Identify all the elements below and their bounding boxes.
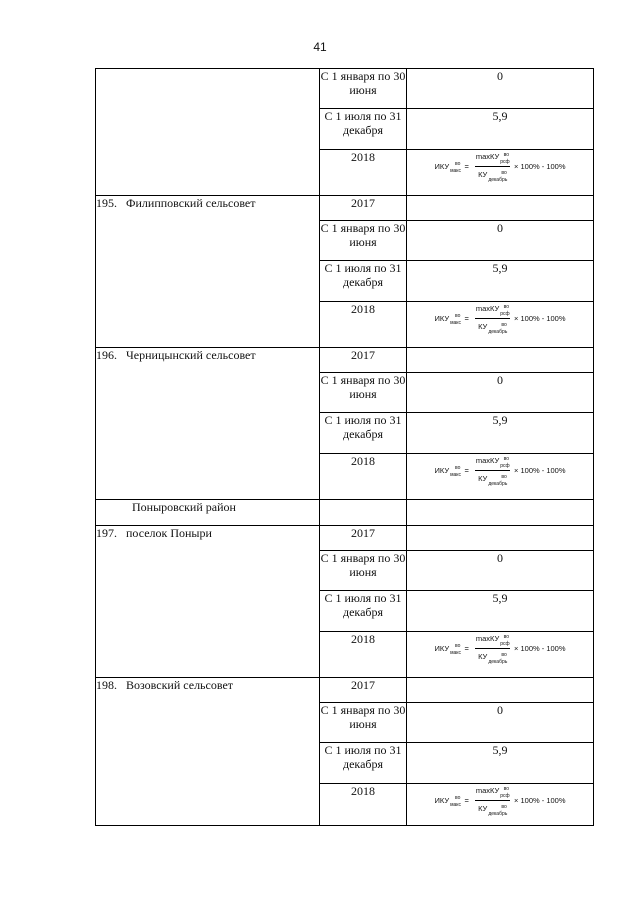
formula-denominator-superscript: во xyxy=(501,170,507,176)
formula-numerator-subscript: рсф xyxy=(500,311,510,317)
formula-lhs xyxy=(434,464,460,478)
formula-denominator-symbol: КУ xyxy=(478,804,488,813)
formula-equals: = xyxy=(464,795,469,805)
formula-multiplier: × 100% - 100% xyxy=(514,795,566,805)
entry-number: 196. xyxy=(96,348,117,362)
formula-fraction xyxy=(475,454,510,487)
value-cell: 0 xyxy=(407,221,594,261)
formula-lhs xyxy=(434,794,460,808)
formula-denominator-symbol: КУ xyxy=(478,322,488,331)
formula-cell xyxy=(407,150,594,196)
value-cell: 5,9 xyxy=(407,743,594,784)
formula-denominator xyxy=(478,167,507,183)
value-cell: 5,9 xyxy=(407,109,594,150)
formula-numerator-symbol: maxКУ xyxy=(475,152,500,161)
formula-fraction xyxy=(475,784,510,817)
formula-numerator-symbol: maxКУ xyxy=(475,634,500,643)
period-cell: С 1 июля по 31 декабря xyxy=(320,743,407,784)
formula-lhs-superscript: во xyxy=(455,642,461,649)
formula-lhs-subscript: макс xyxy=(450,801,462,808)
tariff-table xyxy=(95,68,594,826)
entry-name: Черницынский сельсовет xyxy=(126,348,256,362)
formula-numerator xyxy=(475,302,510,319)
tariff-formula xyxy=(407,454,593,487)
formula-denominator-superscript: во xyxy=(501,804,507,810)
formula-cell xyxy=(407,632,594,678)
formula-equals: = xyxy=(464,313,469,323)
formula-numerator-subscript: рсф xyxy=(500,641,510,647)
entry-name-cell xyxy=(96,196,320,348)
formula-numerator-symbol: maxКУ xyxy=(475,304,500,313)
district-header: Поныровский район xyxy=(96,500,320,526)
entry-number: 197. xyxy=(96,526,117,540)
period-cell: 2018 xyxy=(320,302,407,348)
tariff-formula xyxy=(407,784,593,817)
formula-denominator xyxy=(478,649,507,665)
value-cell xyxy=(407,348,594,373)
formula-numerator-superscript: во xyxy=(503,304,510,310)
year-cell: 2017 xyxy=(320,526,407,551)
formula-denominator xyxy=(478,801,507,817)
entry-number: 195. xyxy=(96,196,117,210)
formula-numerator xyxy=(475,632,510,649)
formula-numerator-superscript: во xyxy=(503,152,510,158)
table-row xyxy=(96,69,594,109)
formula-numerator-symbol: maxКУ xyxy=(475,786,500,795)
page-number: 41 xyxy=(313,40,327,54)
table-row xyxy=(96,500,594,526)
entry-name: Филипповский сельсовет xyxy=(126,196,256,210)
formula-denominator-superscript: во xyxy=(501,474,507,480)
table-row xyxy=(96,348,594,373)
formula-lhs-symbol: ИКУ xyxy=(434,313,450,323)
period-cell: С 1 января по 30 июня xyxy=(320,69,407,109)
formula-cell xyxy=(407,302,594,348)
value-cell xyxy=(407,196,594,221)
formula-denominator-subscript: декабрь xyxy=(488,659,508,665)
period-cell: 2018 xyxy=(320,784,407,826)
formula-numerator xyxy=(475,784,510,801)
formula-denominator-superscript: во xyxy=(501,652,507,658)
formula-denominator-subscript: декабрь xyxy=(488,177,508,183)
formula-lhs-superscript: во xyxy=(455,794,461,801)
formula-denominator-symbol: КУ xyxy=(478,474,488,483)
value-cell xyxy=(407,678,594,703)
period-cell: С 1 июля по 31 декабря xyxy=(320,261,407,302)
year-cell: 2017 xyxy=(320,196,407,221)
tariff-formula xyxy=(407,150,593,183)
formula-lhs-subscript: макс xyxy=(450,649,462,656)
value-cell: 0 xyxy=(407,69,594,109)
formula-numerator-superscript: во xyxy=(503,634,510,640)
period-cell: С 1 января по 30 июня xyxy=(320,373,407,413)
formula-lhs-symbol: ИКУ xyxy=(434,795,450,805)
entry-name: Возовский сельсовет xyxy=(126,678,234,692)
formula-lhs-symbol: ИКУ xyxy=(434,161,450,171)
formula-denominator-superscript: во xyxy=(501,322,507,328)
entry-name: поселок Поныри xyxy=(126,526,212,540)
entry-name-cell xyxy=(96,69,320,196)
value-cell: 5,9 xyxy=(407,261,594,302)
period-cell: 2018 xyxy=(320,632,407,678)
formula-multiplier: × 100% - 100% xyxy=(514,313,566,323)
period-cell: С 1 июля по 31 декабря xyxy=(320,109,407,150)
period-cell: С 1 января по 30 июня xyxy=(320,551,407,591)
formula-lhs-symbol: ИКУ xyxy=(434,465,450,475)
value-cell: 5,9 xyxy=(407,591,594,632)
formula-fraction xyxy=(475,150,510,183)
formula-equals: = xyxy=(464,161,469,171)
value-cell xyxy=(407,526,594,551)
formula-denominator-subscript: декабрь xyxy=(488,481,508,487)
formula-numerator-superscript: во xyxy=(503,786,510,792)
period-cell: С 1 января по 30 июня xyxy=(320,221,407,261)
tariff-formula xyxy=(407,302,593,335)
value-cell: 0 xyxy=(407,551,594,591)
formula-numerator-symbol: maxКУ xyxy=(475,456,500,465)
formula-cell xyxy=(407,784,594,826)
period-cell: 2018 xyxy=(320,454,407,500)
formula-numerator-superscript: во xyxy=(503,456,510,462)
formula-lhs xyxy=(434,312,460,326)
formula-numerator xyxy=(475,150,510,167)
formula-numerator-subscript: рсф xyxy=(500,159,510,165)
period-cell: С 1 января по 30 июня xyxy=(320,703,407,743)
formula-denominator-symbol: КУ xyxy=(478,170,488,179)
entry-name-cell xyxy=(96,678,320,826)
value-cell: 5,9 xyxy=(407,413,594,454)
entry-number: 198. xyxy=(96,678,117,692)
period-cell: С 1 июля по 31 декабря xyxy=(320,413,407,454)
formula-lhs-superscript: во xyxy=(455,312,461,319)
table-row xyxy=(96,678,594,703)
formula-multiplier: × 100% - 100% xyxy=(514,643,566,653)
formula-multiplier: × 100% - 100% xyxy=(514,161,566,171)
formula-numerator-subscript: рсф xyxy=(500,793,510,799)
period-cell xyxy=(320,500,407,526)
formula-denominator-subscript: декабрь xyxy=(488,811,508,817)
formula-lhs-symbol: ИКУ xyxy=(434,643,450,653)
formula-equals: = xyxy=(464,643,469,653)
formula-lhs-superscript: во xyxy=(455,160,461,167)
period-cell: С 1 июля по 31 декабря xyxy=(320,591,407,632)
table-row xyxy=(96,196,594,221)
value-cell: 0 xyxy=(407,373,594,413)
table-row xyxy=(96,526,594,551)
formula-lhs-subscript: макс xyxy=(450,319,462,326)
value-cell xyxy=(407,500,594,526)
formula-lhs xyxy=(434,642,460,656)
formula-multiplier: × 100% - 100% xyxy=(514,465,566,475)
year-cell: 2017 xyxy=(320,348,407,373)
formula-denominator-symbol: КУ xyxy=(478,652,488,661)
formula-equals: = xyxy=(464,465,469,475)
entry-name-cell xyxy=(96,526,320,678)
tariff-formula xyxy=(407,632,593,665)
formula-numerator-subscript: рсф xyxy=(500,463,510,469)
formula-fraction xyxy=(475,632,510,665)
formula-fraction xyxy=(475,302,510,335)
formula-lhs-subscript: макс xyxy=(450,167,462,174)
formula-lhs-subscript: макс xyxy=(450,471,462,478)
formula-denominator-subscript: декабрь xyxy=(488,329,508,335)
period-cell: 2018 xyxy=(320,150,407,196)
formula-denominator xyxy=(478,471,507,487)
formula-lhs xyxy=(434,160,460,174)
entry-name-cell xyxy=(96,348,320,500)
value-cell: 0 xyxy=(407,703,594,743)
formula-cell xyxy=(407,454,594,500)
formula-numerator xyxy=(475,454,510,471)
year-cell: 2017 xyxy=(320,678,407,703)
formula-denominator xyxy=(478,319,507,335)
formula-lhs-superscript: во xyxy=(455,464,461,471)
